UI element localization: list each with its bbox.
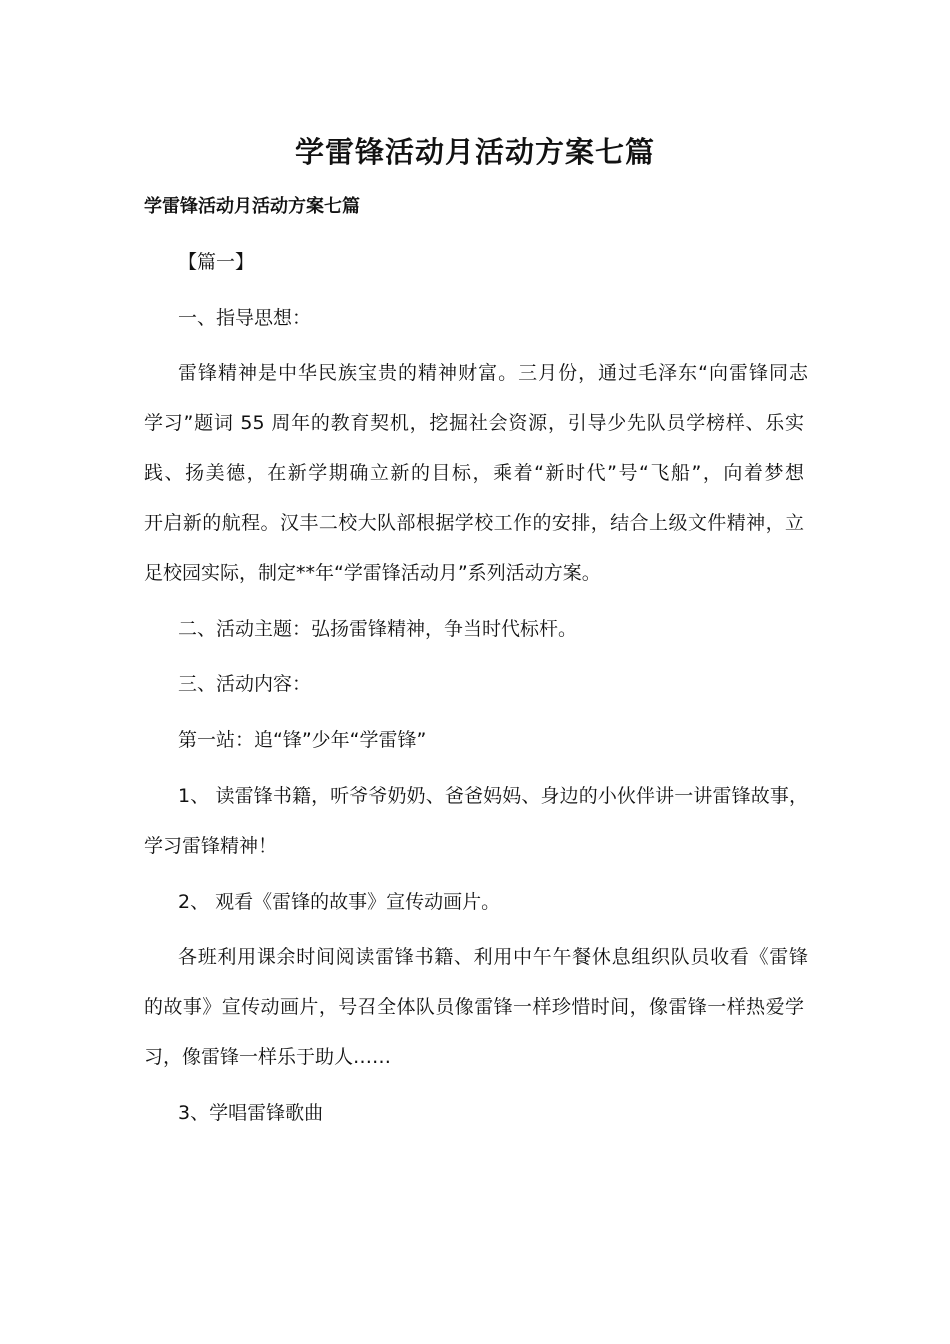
paragraph-line: 学习”题词 55 周年的教育契机，挖掘社会资源，引导少先队员学榜样、乐实 <box>144 412 804 434</box>
heading-station-one: 第一站：追“锋”少年“学雷锋” <box>178 729 427 751</box>
paragraph-line: 践、扬美德，在新学期确立新的目标，乘着“新时代”号“飞船”，向着梦想 <box>144 462 804 484</box>
list-item-line: 1、 读雷锋书籍，听爷爷奶奶、爸爸妈妈、身边的小伙伴讲一讲雷锋故事， <box>178 785 808 807</box>
paragraph-line: 开启新的航程。汉丰二校大队部根据学校工作的安排，结合上级文件精神，立 <box>144 512 804 534</box>
paragraph-line: 习，像雷锋一样乐于助人…… <box>144 1046 392 1068</box>
list-item-line: 学习雷锋精神！ <box>144 835 278 857</box>
paragraph-line: 雷锋精神是中华民族宝贵的精神财富。三月份，通过毛泽东“向雷锋同志 <box>178 362 808 384</box>
list-item-line: 2、 观看《雷锋的故事》宣传动画片。 <box>178 891 501 913</box>
paragraph-line: 各班利用课余时间阅读雷锋书籍、利用中午午餐休息组织队员收看《雷锋 <box>178 946 808 968</box>
paragraph-line: 的故事》宣传动画片，号召全体队员像雷锋一样珍惜时间，像雷锋一样热爱学 <box>144 996 804 1018</box>
heading-activity-theme: 二、活动主题：弘扬雷锋精神，争当时代标杆。 <box>178 618 578 640</box>
document-title: 学雷锋活动月活动方案七篇 <box>294 135 655 169</box>
paragraph-line: 足校园实际，制定**年“学雷锋活动月”系列活动方案。 <box>144 562 601 584</box>
heading-guiding-ideology: 一、指导思想： <box>178 307 312 329</box>
heading-activity-content: 三、活动内容： <box>178 673 312 695</box>
document-subtitle: 学雷锋活动月活动方案七篇 <box>144 196 360 217</box>
list-item-line: 3、学唱雷锋歌曲 <box>178 1102 324 1124</box>
section-label: 【篇一】 <box>178 251 255 273</box>
